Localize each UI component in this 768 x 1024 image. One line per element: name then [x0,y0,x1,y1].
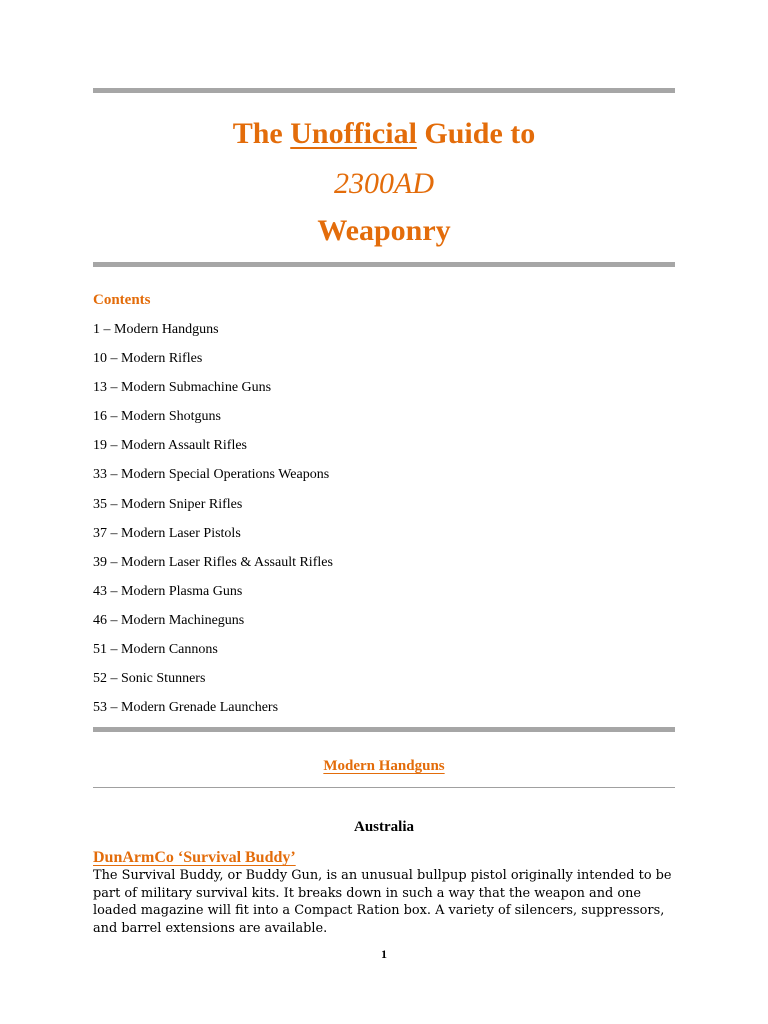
table-of-contents [93,320,333,727]
toc-item: 33 – Modern Special Operations Weapons [93,467,330,483]
toc-item: 13 – Modern Submachine Guns [93,380,272,396]
toc-item: 16 – Modern Shotguns [93,409,221,425]
weapon-description: The Survival Buddy, or Buddy Gun, is an unusual bullpup pistol originally intended to be part of military survival kits. It breaks down in such a way that the weapon and one loaded magazine will fit into a Compact Ration box. A variety of silencers, suppressors, and barrel extensions are available. [93,868,672,936]
weapon-title [93,847,296,869]
title-suffix: Guide to [416,117,536,150]
toc-item: 53 – Modern Grenade Launchers [93,700,279,716]
toc-item: 37 – Modern Laser Pistols [93,525,241,541]
toc-item: 1 – Modern Handguns [93,322,219,337]
top-rule [93,88,675,93]
section-rule [93,787,675,788]
title-line-3: Weaponry [317,214,451,247]
toc-item: 10 – Modern Rifles [93,351,203,367]
toc-item: 35 – Modern Sniper Rifles [93,496,243,512]
section-heading-text: Modern Handguns [323,758,445,774]
title-line-2: 2300AD [334,167,434,200]
section-heading [0,756,768,776]
toc-item: 39 – Modern Laser Rifles & Assault Rifles [93,554,333,570]
toc-item: 51 – Modern Cannons [93,642,218,658]
contents-bottom-rule [93,727,675,732]
country-heading: Australia [354,819,414,835]
weapon-title-text: DunArmCo ‘Survival Buddy’ [93,849,296,866]
toc-item: 46 – Modern Machineguns [93,612,245,628]
toc-item: 52 – Sonic Stunners [93,671,206,687]
title-bottom-rule [93,262,675,267]
page-number: 1 [381,947,387,961]
toc-item: 19 – Modern Assault Rifles [93,438,247,454]
title-unofficial: Unofficial [290,117,417,150]
title-prefix: The [232,117,291,150]
toc-item: 43 – Modern Plasma Guns [93,583,243,599]
contents-heading: Contents [93,292,151,308]
title-line-1 [0,116,768,152]
